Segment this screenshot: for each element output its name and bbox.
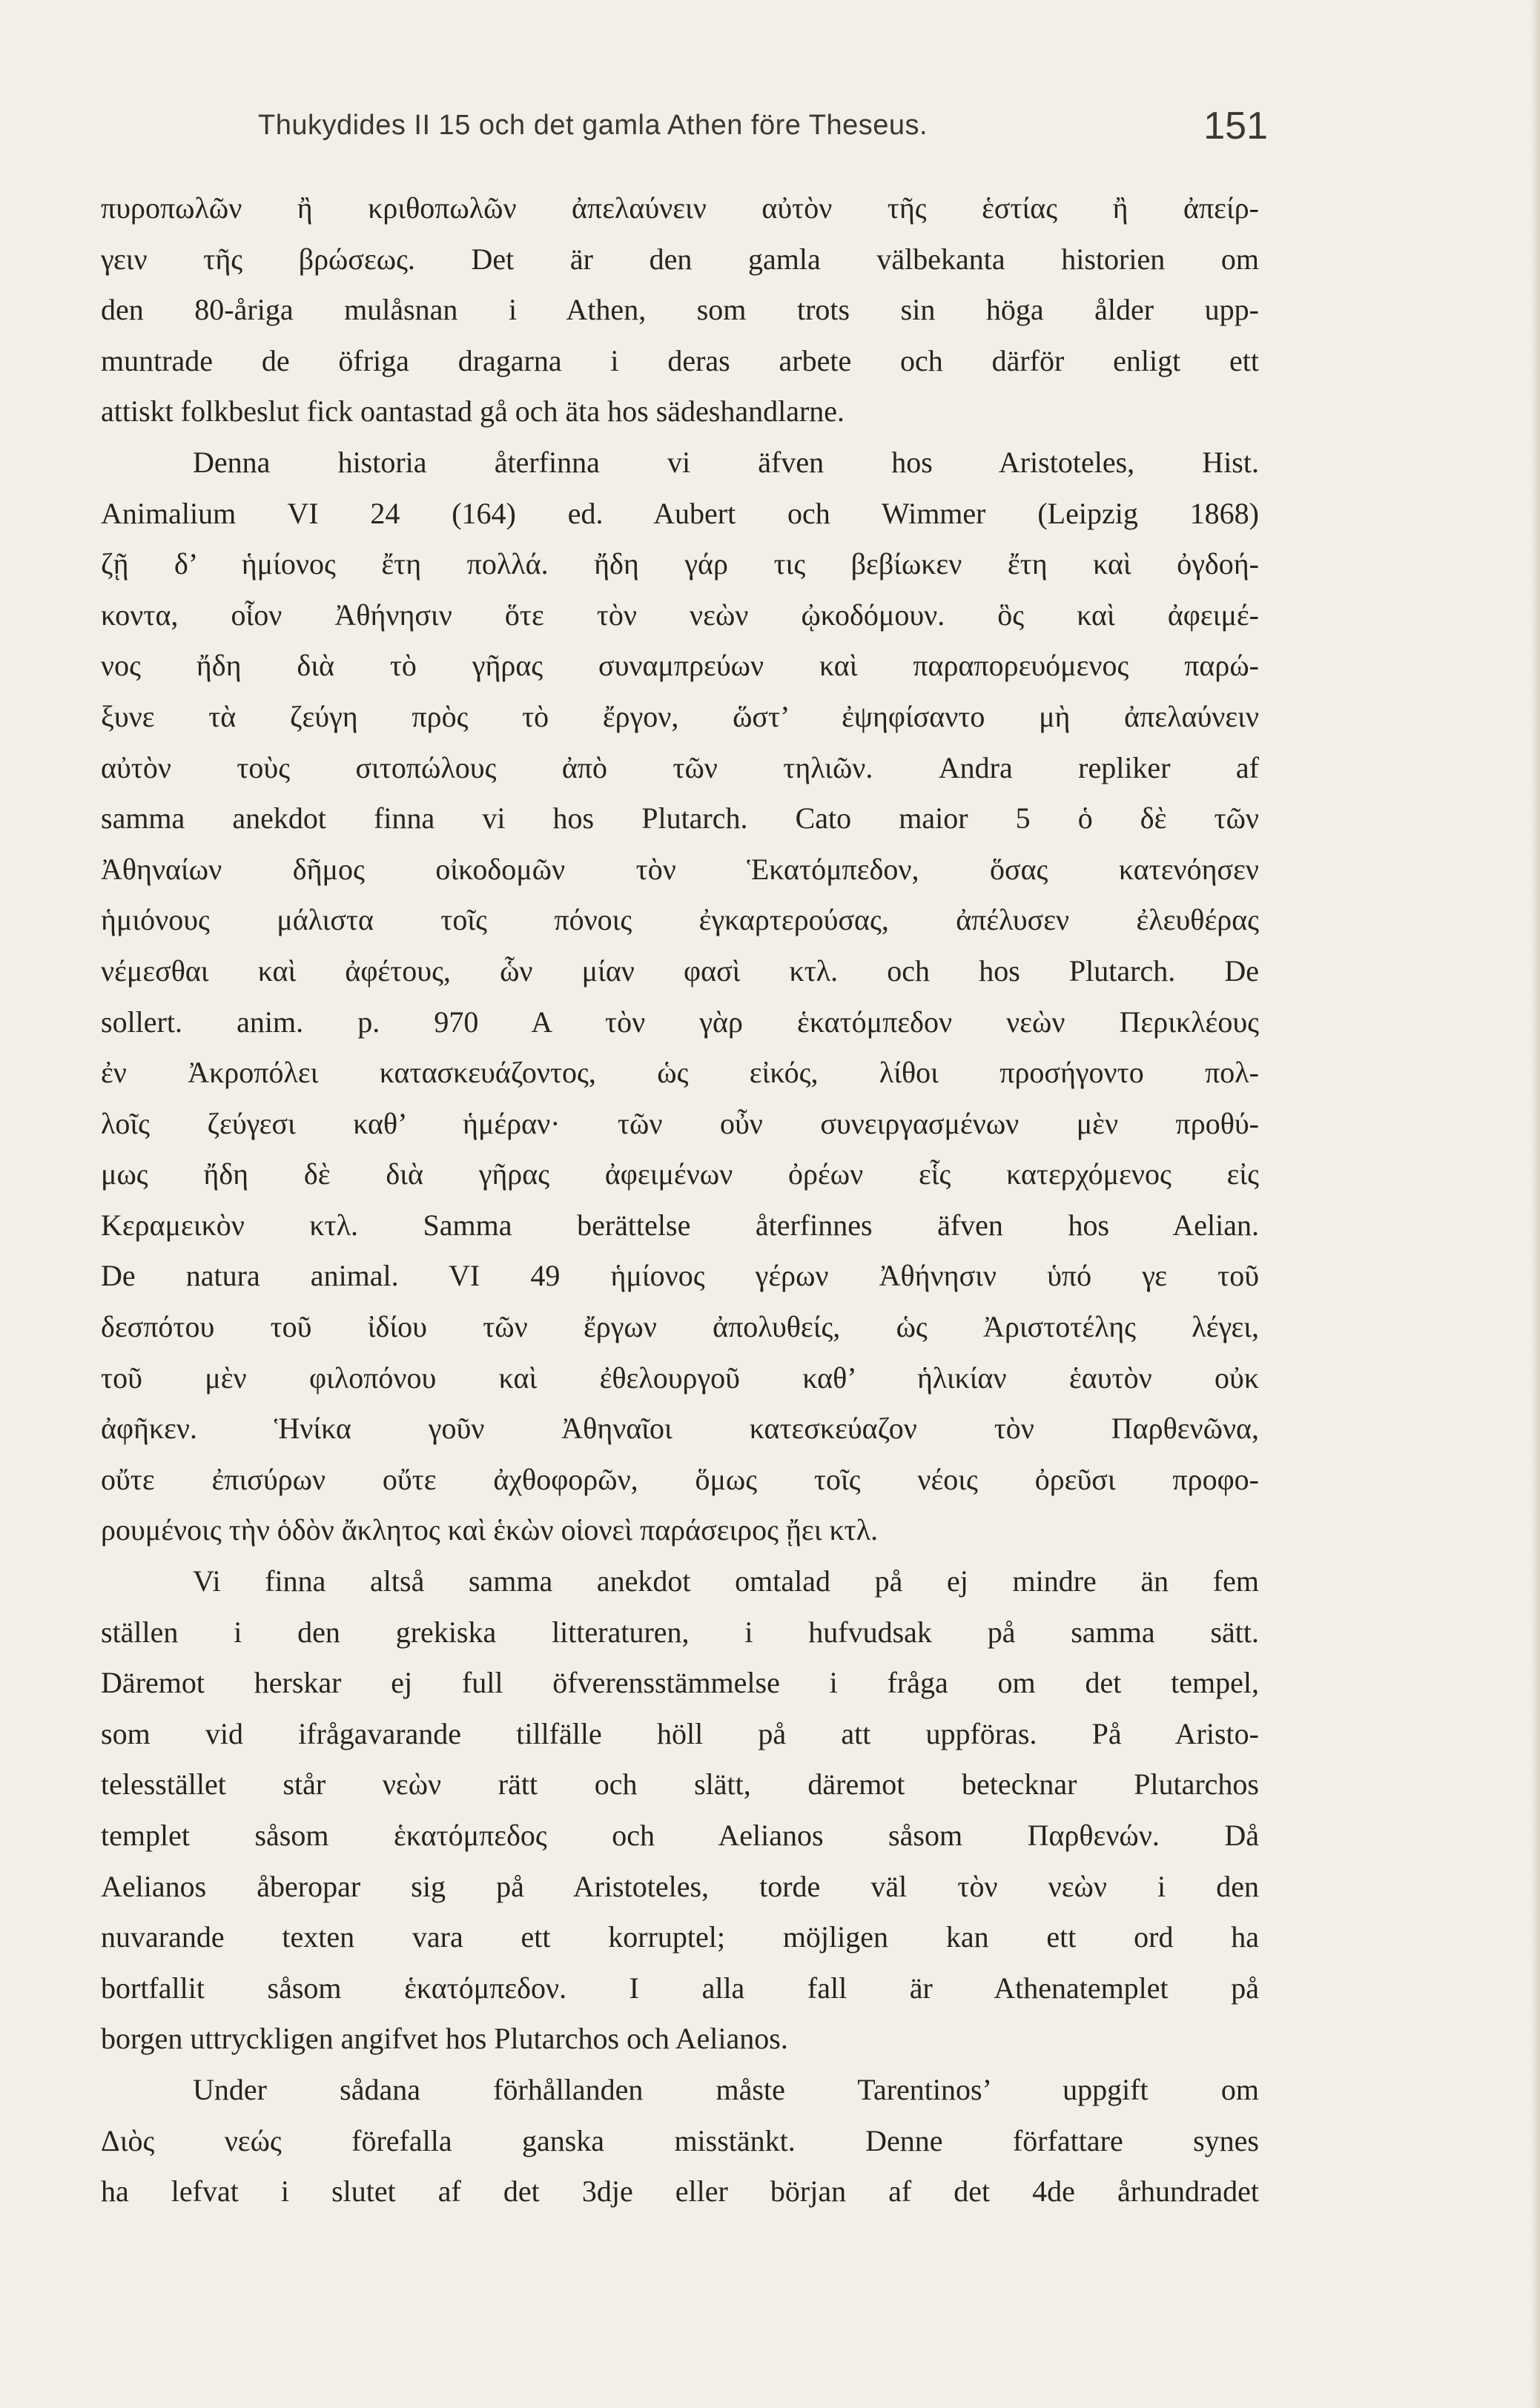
text-line: Under sådana förhållanden måste Tarentinos’ uppgift om: [193, 2072, 1259, 2106]
text-line: οὔτε ἐπισύρων οὔτε ἀχθοφορῶν, ὅμως τοῖς νέοις ὀρεῦσι προφο-: [101, 1462, 1259, 1496]
text-line: Denna historia återfinna vi äfven hos Aristoteles, Hist.: [193, 445, 1259, 479]
text-line: Animalium VI 24 (164) ed. Aubert och Wimmer (Leipzig 1868): [101, 496, 1259, 530]
text-line: muntrade de öfriga dragarna i deras arbete och därför enligt ett: [101, 343, 1259, 377]
text-line: νέμεσθαι καὶ ἀφέτους, ὧν μίαν φασὶ κτλ. och hos Plutarch. De: [101, 953, 1259, 988]
text-line: Διὸς νεώς förefalla ganska misstänkt. Denne författare synes: [101, 2123, 1259, 2157]
page-number: 151: [1203, 105, 1268, 148]
text-line: αὐτὸν τοὺς σιτοπώλους ἀπὸ τῶν τηλιῶν. Andra repliker af: [101, 750, 1259, 784]
text-line: borgen uttryckligen angifvet hos Plutarchos och Aelianos.: [101, 2022, 788, 2056]
text-line: κοντα, οἷον Ἀθήνησιν ὅτε τὸν νεὼν ᾠκοδόμουν. ὃς καὶ ἀφειμέ-: [101, 598, 1259, 632]
text-line: den 80-åriga mulåsnan i Athen, som trots sin höga ålder upp-: [101, 293, 1259, 327]
text-line: ζῇ δ’ ἡμίονος ἔτη πολλά. ἤδη γάρ τις βεβίωκεν ἔτη καὶ ὀγδοή-: [101, 547, 1259, 581]
text-line: Ἀθηναίων δῆμος οἰκοδομῶν τὸν Ἑκατόμπεδον, ὅσας κατενόησεν: [101, 852, 1259, 886]
page-header: [258, 104, 1268, 156]
text-line: De natura animal. VI 49 ἡμίονος γέρων Ἀθήνησιν ὑπό γε τοῦ: [101, 1259, 1259, 1293]
text-line: som vid ifrågavarande tillfälle höll på att uppföras. På Aristo-: [101, 1716, 1259, 1750]
text-line: ställen i den grekiska litteraturen, i hufvudsak på samma sätt.: [101, 1615, 1259, 1649]
text-line: ha lefvat i slutet af det 3dje eller början af det 4de århundradet: [101, 2174, 1259, 2209]
text-line: ρουμένοις τὴν ὁδὸν ἄκλητος καὶ ἑκὼν οἱονεὶ παράσειρος ᾔει κτλ.: [101, 1513, 879, 1547]
page-edge: [1531, 0, 1540, 2408]
text-line: τοῦ μὲν φιλοπόνου καὶ ἐθελουργοῦ καθ’ ἡλικίαν ἑαυτὸν οὐκ: [101, 1360, 1259, 1395]
text-line: bortfallit såsom ἑκατόμπεδον. I alla fall är Athenatemplet på: [101, 1971, 1259, 2005]
text-line: λοῖς ζεύγεσι καθ’ ἡμέραν· τῶν οὖν συνειργασμένων μὲν προθύ-: [101, 1106, 1259, 1140]
text-line: telesstället står νεὼν rätt och slätt, däremot betecknar Plutarchos: [101, 1767, 1259, 1802]
text-line: ξυνε τὰ ζεύγη πρὸς τὸ ἔργον, ὥστ’ ἐψηφίσαντο μὴ ἀπελαύνειν: [101, 699, 1259, 733]
text-line: ἀφῆκεν. Ἡνίκα γοῦν Ἀθηναῖοι κατεσκεύαζον τὸν Παρθενῶνα,: [101, 1412, 1259, 1446]
running-head: Thukydides II 15 och det gamla Athen före Theseus.: [258, 110, 928, 141]
text-line: Däremot herskar ej full öfverensstämmelse i fråga om det tempel,: [101, 1666, 1259, 1700]
text-line: μως ἤδη δὲ διὰ γῆρας ἀφειμένων ὀρέων εἷς κατερχόμενος εἰς: [101, 1157, 1259, 1191]
text-line: Vi finna altså samma anekdot omtalad på ej mindre än fem: [193, 1564, 1259, 1598]
body-text: [101, 183, 1259, 2217]
text-line: γειν τῆς βρώσεως. Det är den gamla välbekanta historien om: [101, 242, 1259, 276]
text-line: δεσπότου τοῦ ἰδίου τῶν ἔργων ἀπολυθείς, ὡς Ἀριστοτέλης λέγει,: [101, 1310, 1259, 1344]
text-line: Κεραμεικὸν κτλ. Samma berättelse återfinnes äfven hos Aelian.: [101, 1208, 1259, 1242]
text-line: attiskt folkbeslut fick oantastad gå och äta hos sädeshandlarne.: [101, 394, 845, 429]
text-line: ἐν Ἀκροπόλει κατασκευάζοντος, ὡς εἰκός, λίθοι προσήγοντο πολ-: [101, 1056, 1259, 1090]
text-line: Aelianos åberopar sig på Aristoteles, torde väl τὸν νεὼν i den: [101, 1869, 1259, 1903]
text-line: πυροπωλῶν ἢ κριθοπωλῶν ἀπελαύνειν αὐτὸν τῆς ἑστίας ἢ ἀπείρ-: [101, 191, 1259, 225]
text-line: nuvarande texten vara ett korruptel; möjligen kan ett ord ha: [101, 1920, 1259, 1954]
text-line: sollert. anim. p. 970 A τὸν γὰρ ἑκατόμπεδον νεὼν Περικλέους: [101, 1005, 1259, 1039]
text-line: templet såsom ἑκατόμπεδος och Aelianos såsom Παρθενών. Då: [101, 1819, 1259, 1852]
text-line: νος ἤδη διὰ τὸ γῆρας συναμπρεύων καὶ παραπορευόμενος παρώ-: [101, 649, 1259, 683]
text-line: ἡμιόνους μάλιστα τοῖς πόνοις ἐγκαρτερούσας, ἀπέλυσεν ἐλευθέρας: [101, 903, 1259, 937]
text-line: samma anekdot finna vi hos Plutarch. Cato maior 5 ὁ δὲ τῶν: [101, 801, 1259, 836]
